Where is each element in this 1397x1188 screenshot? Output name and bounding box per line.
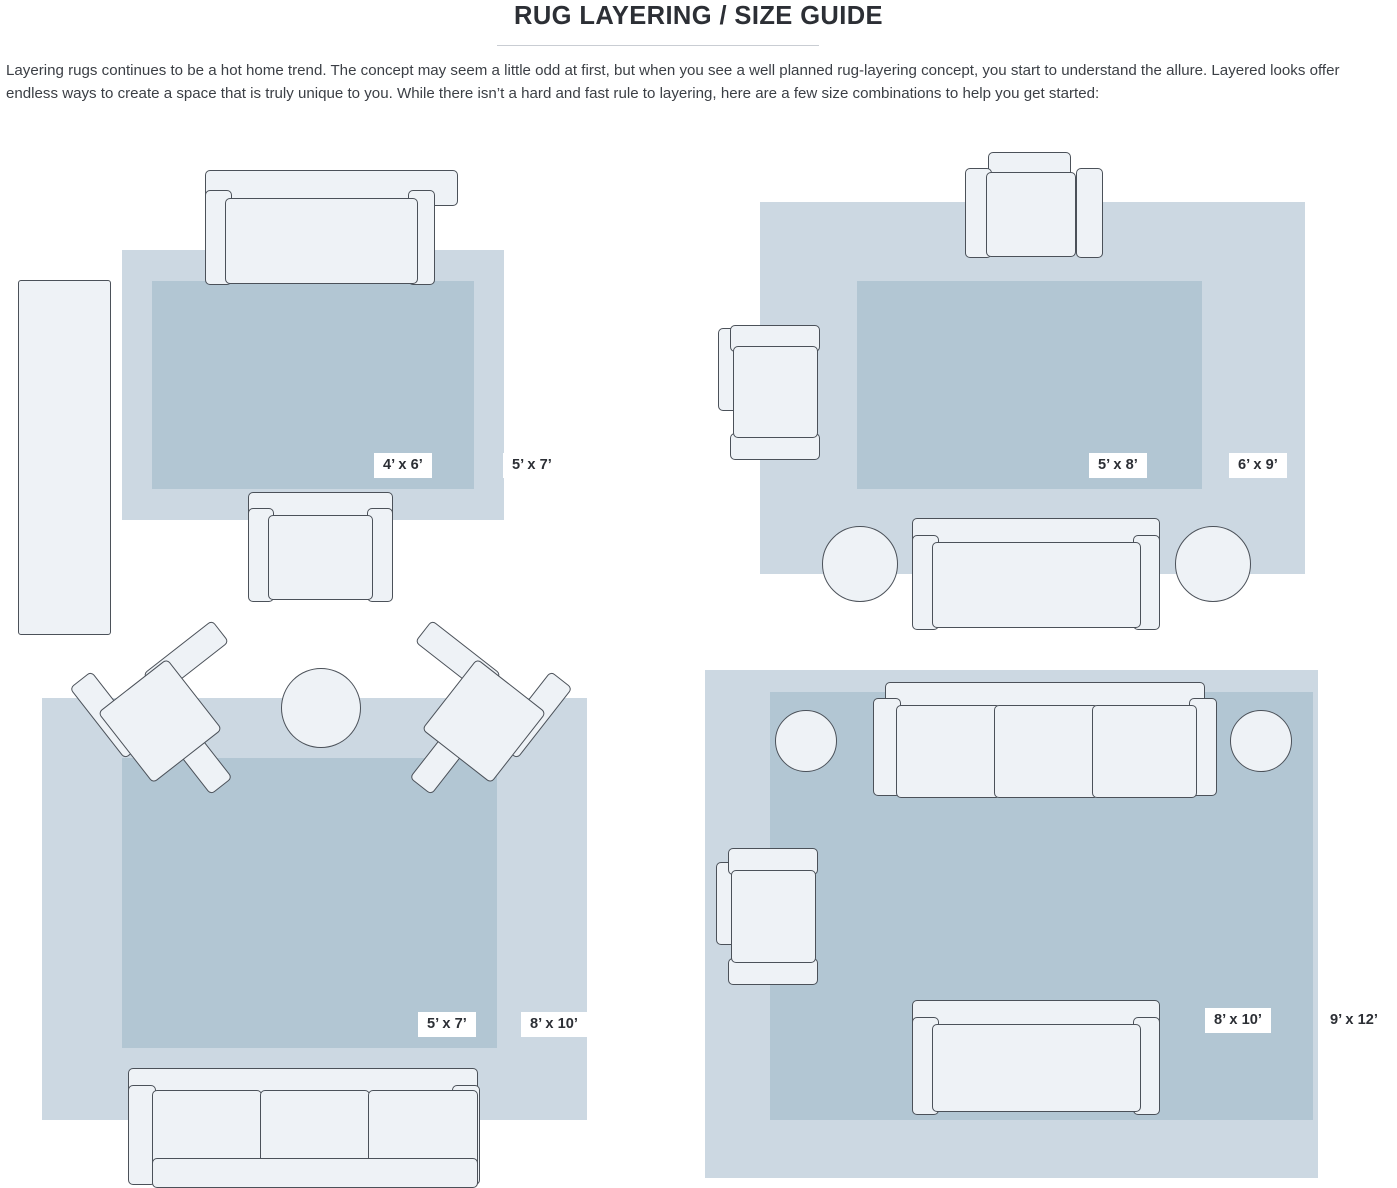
side-table-right	[1230, 710, 1292, 772]
armchair-right-angled	[388, 648, 553, 808]
round-table	[281, 668, 361, 748]
label-outer-rug: 9’ x 12’	[1321, 1008, 1387, 1033]
sofa-bottom-seat	[932, 1024, 1141, 1112]
label-outer-rug: 8’ x 10’	[521, 1012, 587, 1037]
armchair-seat	[268, 515, 373, 600]
page-title: RUG LAYERING / SIZE GUIDE	[514, 2, 883, 30]
label-outer-rug: 5’ x 7’	[503, 453, 561, 478]
console-table	[18, 280, 111, 635]
sofa-top-cushion-1	[896, 705, 1001, 798]
side-table-right	[1175, 526, 1251, 602]
intro-paragraph: Layering rugs continues to be a hot home trend. The concept may seem a little odd at first, but when you see a well planned rug-layering concept, you start to understand the allure. Layered looks offer endless ways to create a space that is truly unique to you. While there isn’t a hard and fast rule to layering, here are a few size combinations to help you get started:	[6, 62, 1340, 102]
title-divider	[497, 45, 819, 46]
sofa-bottom-cushion-2	[260, 1090, 370, 1168]
side-table-left	[775, 710, 837, 772]
diagram-layout-1	[0, 150, 660, 620]
rug-inner-5x8	[857, 281, 1202, 489]
armchair-top-arm-right	[1076, 168, 1103, 258]
sofa-top-cushion-3	[1092, 705, 1197, 798]
label-inner-rug: 8’ x 10’	[1205, 1008, 1271, 1033]
sofa-bottom-cushion-3	[368, 1090, 478, 1168]
diagram-layout-3	[0, 640, 660, 1183]
sofa-bottom-seat	[932, 542, 1141, 628]
label-inner-rug: 5’ x 8’	[1089, 453, 1147, 478]
sofa-seat	[225, 198, 418, 284]
armchair-left-seat	[733, 346, 818, 438]
diagram-layout-4	[700, 640, 1397, 1183]
sofa-bottom-front	[152, 1158, 478, 1188]
label-inner-rug: 5’ x 7’	[418, 1012, 476, 1037]
label-inner-rug: 4’ x 6’	[374, 453, 432, 478]
label-outer-rug: 6’ x 9’	[1229, 453, 1287, 478]
sofa-top-cushion-2	[994, 705, 1099, 798]
diagram-layout-2	[700, 150, 1397, 640]
side-table-left	[822, 526, 898, 602]
armchair-left-angled	[88, 648, 253, 808]
armchair-top-seat	[986, 172, 1076, 257]
sofa-bottom-cushion-1	[152, 1090, 262, 1168]
armchair-left-seat	[731, 870, 816, 963]
